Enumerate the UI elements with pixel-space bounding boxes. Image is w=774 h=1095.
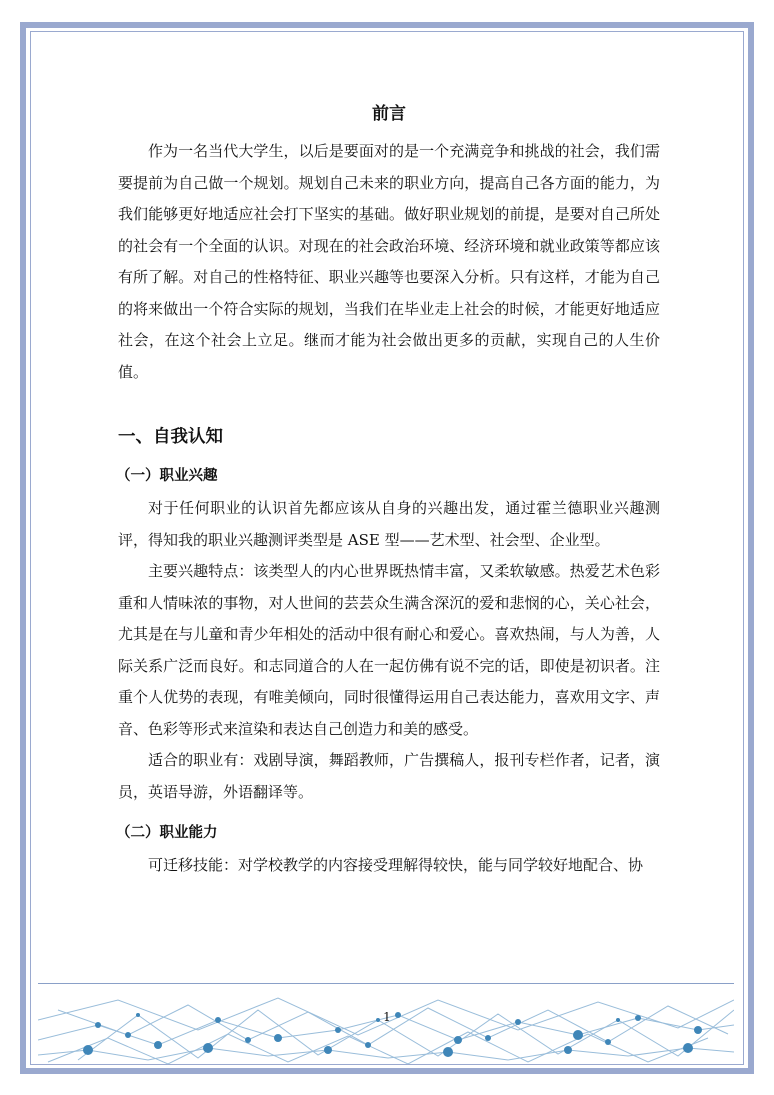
interest-paragraph-2: 主要兴趣特点：该类型人的内心世界既热情丰富，又柔软敏感。热爱艺术色彩重和人情味浓的事物，对人世间的芸芸众生满含深沉的爱和悲悯的心，关心社会，尤其是在与儿童和青少年相处的活动中很有耐心和爱心。喜欢热闹，与人为善，人际关系广泛而良好。和志同道合的人在一起仿佛有说不完的话，即使是初识者。注重个人优势的表现，有唯美倾向，同时很懂得运用自己表达能力，喜欢用文字、声音、色彩等形式来渲染和表达自己创造力和美的感受。 <box>118 562 660 738</box>
subsection-heading-career-ability: （二）职业能力 <box>116 825 218 841</box>
preface-title: 前言 <box>372 104 406 124</box>
network-decoration-graphic <box>38 990 734 1065</box>
section-heading-self-cognition: 一、自我认知 <box>118 427 223 447</box>
ability-paragraph-1: 可迁移技能：对学校教学的内容接受理解得较快，能与同学较好地配合、协 <box>148 856 644 874</box>
preface-paragraph: 作为一名当代大学生，以后是要面对的是一个充满竞争和挑战的社会，我们需要提前为自己做一个规划。规划自己未来的职业方向，提高自己各方面的能力，为我们能够更好地适应社会打下坚实的基础。做好职业规划的前提，是要对自己所处的社会有一个全面的认识。对现在的社会政治环境、经济环境和就业政策等都应该有所了解。对自己的性格特征、职业兴趣等也要深入分析。只有这样，才能为自己的将来做出一个符合实际的规划，当我们在毕业走上社会的时候，才能更好地适应社会，在这个社会上立足。继而才能为社会做出更多的贡献，实现自己的人生价值。 <box>118 142 660 381</box>
footer-divider <box>38 983 734 984</box>
interest-paragraph-3: 适合的职业有：戏剧导演，舞蹈教师，广告撰稿人，报刊专栏作者，记者，演员，英语导游，外语翻译等。 <box>118 751 660 801</box>
document-body <box>118 100 660 882</box>
interest-paragraph-1: 对于任何职业的认识首先都应该从自身的兴趣出发，通过霍兰德职业兴趣测评，得知我的职业兴趣测评类型是 ASE 型——艺术型、社会型、企业型。 <box>118 499 660 549</box>
page-number: 1 <box>383 1010 391 1024</box>
subsection-heading-career-interest: （一）职业兴趣 <box>116 468 218 484</box>
